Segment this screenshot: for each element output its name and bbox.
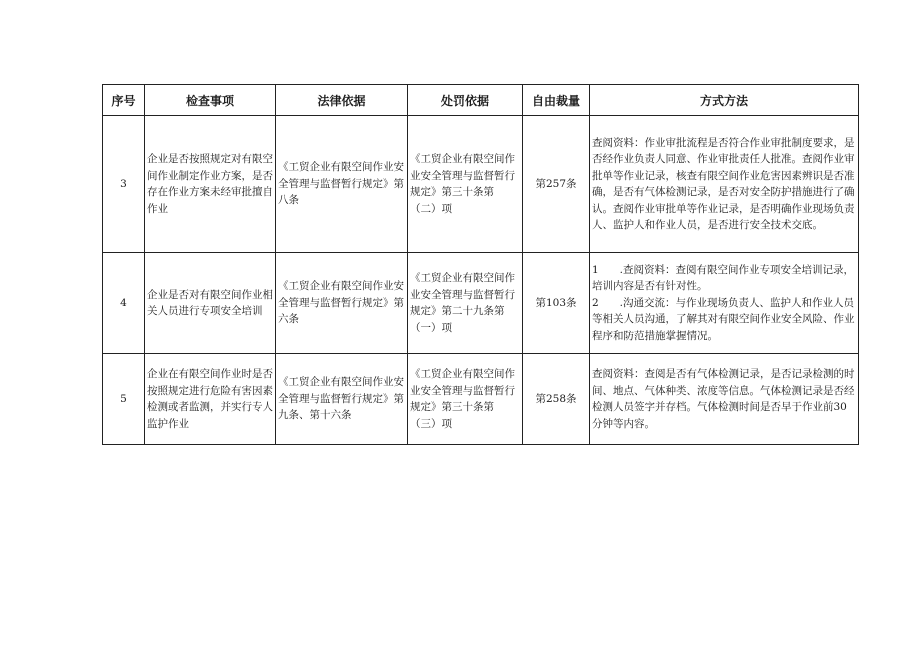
header-legal-basis: 法律依据 xyxy=(276,85,408,116)
inspection-item-cell: 企业在有限空间作业时是否按照规定进行危险有害因素检测或者监测，并实行专人监护作业 xyxy=(145,354,276,445)
method-line: 2 .沟通交流：与作业现场负责人、监护人和作业人员等相关人员沟通，了解其对有限空间作业安全风险、作业程序和防范措施掌握情况。 xyxy=(592,296,855,342)
serial-no-cell: 4 xyxy=(103,253,145,354)
method-cell xyxy=(590,253,859,354)
penalty-basis-cell: 《工贸企业有限空间作业安全管理与监督暂行规定》第三十条第（三）项 xyxy=(408,354,523,445)
discretion-cell: 第258条 xyxy=(523,354,590,445)
header-serial-no: 序号 xyxy=(103,85,145,116)
method-line: 查阅资料：查阅是否有气体检测记录，是否记录检测的时间、地点、气体种类、浓度等信息。气体检测记录是否经检测人员签字并存档。气体检测时间是否早于作业前30分钟等内容。 xyxy=(592,368,855,430)
serial-no-cell: 5 xyxy=(103,354,145,445)
serial-no-cell: 3 xyxy=(103,116,145,253)
header-inspection-item: 检查事项 xyxy=(145,85,276,116)
penalty-basis-cell: 《工贸企业有限空间作业安全管理与监督暂行规定》第二十九条第（一）项 xyxy=(408,253,523,354)
header-penalty-basis: 处罚依据 xyxy=(408,85,523,116)
inspection-item-cell: 企业是否对有限空间作业相关人员进行专项安全培训 xyxy=(145,253,276,354)
header-method: 方式方法 xyxy=(590,85,859,116)
discretion-cell: 第103条 xyxy=(523,253,590,354)
method-cell xyxy=(590,354,859,445)
table-row xyxy=(103,253,859,354)
method-line: 查阅资料：作业审批流程是否符合作业审批制度要求，是否经作业负责人同意、作业审批责任人批准。查阅作业审批单等作业记录，核查有限空间作业危害因素辨识是否准确，是否有气体检测记录，是否对安全防护措施进行了确认。查阅作业审批单等作业记录，是否明确作业现场负责人、监护人和作业人员，是否进行安全技术交底。 xyxy=(592,136,855,231)
legal-basis-cell: 《工贸企业有限空间作业安全管理与监督暂行规定》第六条 xyxy=(276,253,408,354)
table-row xyxy=(103,354,859,445)
method-line: 1 .查阅资料：查阅有限空间作业专项安全培训记录，培训内容是否有针对性。 xyxy=(592,263,855,293)
inspection-item-cell: 企业是否按照规定对有限空间作业制定作业方案，是否存在作业方案未经审批擅自作业 xyxy=(145,116,276,253)
legal-basis-cell: 《工贸企业有限空间作业安全管理与监督暂行规定》第九条、第十六条 xyxy=(276,354,408,445)
discretion-cell: 第257条 xyxy=(523,116,590,253)
inspection-table xyxy=(102,84,859,445)
table-row xyxy=(103,116,859,253)
header-discretion: 自由裁量 xyxy=(523,85,590,116)
method-cell xyxy=(590,116,859,253)
header-row xyxy=(103,85,859,116)
penalty-basis-cell: 《工贸企业有限空间作业安全管理与监督暂行规定》第三十条第（二）项 xyxy=(408,116,523,253)
legal-basis-cell: 《工贸企业有限空间作业安全管理与监督暂行规定》第八条 xyxy=(276,116,408,253)
